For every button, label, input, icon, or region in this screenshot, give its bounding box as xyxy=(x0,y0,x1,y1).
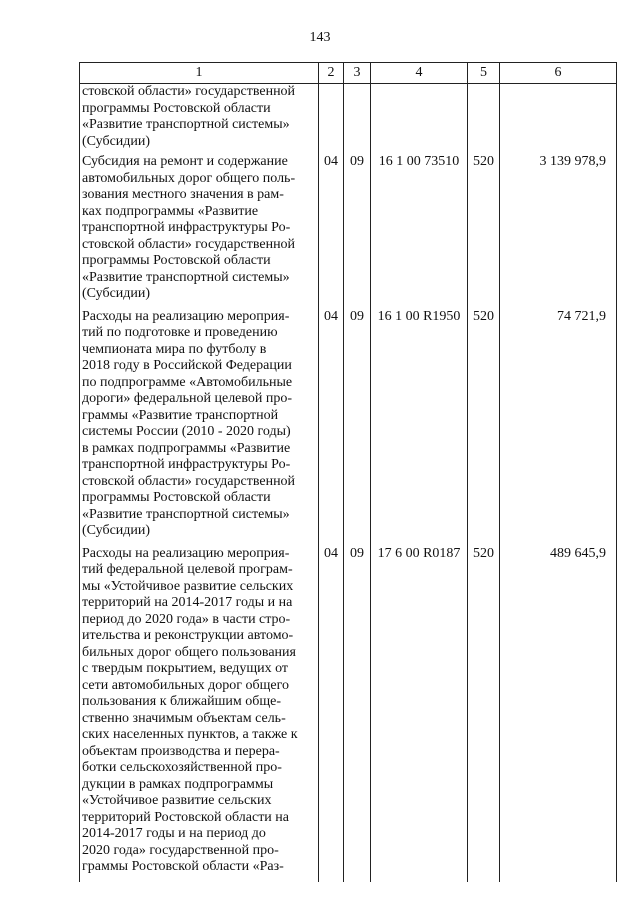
header-col-2: 2 xyxy=(319,63,344,84)
text-line: тий федеральной целевой програм- xyxy=(82,562,293,577)
header-col-1: 1 xyxy=(80,63,319,84)
row-section-code: 04 xyxy=(319,309,344,546)
text-line: пользования к ближайшим обще- xyxy=(82,694,282,709)
row-section-code: 04 xyxy=(319,154,344,309)
text-line: с твердым покрытием, ведущих от xyxy=(82,661,289,676)
text-line: по подпрограмме «Автомобильные xyxy=(82,374,293,390)
text-line: ских населенных пунктов, а также к xyxy=(82,727,298,742)
row-description xyxy=(80,309,319,546)
text-line: транспортной инфраструктуры Ро- xyxy=(82,457,291,472)
text-line: (Субсидии) xyxy=(82,523,151,538)
text-line: «Развитие транспортной системы» xyxy=(82,117,290,132)
continuation-col-2 xyxy=(319,84,344,155)
continuation-col-3 xyxy=(344,84,371,155)
text-line: тий по подготовке и проведению xyxy=(82,325,278,340)
text-line: Расходы на реализацию мероприя- xyxy=(82,545,290,561)
text-line: 2018 году в Российской Федерации xyxy=(82,358,292,373)
row-subsection-code: 09 xyxy=(344,546,371,882)
row-expense-type: 520 xyxy=(468,154,500,309)
row-expense-type: 520 xyxy=(468,546,500,882)
table-row xyxy=(80,154,617,309)
row-amount: 74 721,9 xyxy=(500,309,617,546)
header-col-5: 5 xyxy=(468,63,500,84)
text-line: зования местного значения в рам- xyxy=(82,187,284,202)
text-line: 2020 года» государственной про- xyxy=(82,842,279,858)
text-line: территорий на 2014-2017 годы и на xyxy=(82,595,293,610)
text-line: объектам производства и перера- xyxy=(82,743,280,759)
text-line: сети автомобильных дорог общего xyxy=(82,677,289,693)
text-line: мы «Устойчивое развитие сельских xyxy=(82,578,294,594)
continuation-row xyxy=(80,84,617,155)
row-section-code: 04 xyxy=(319,546,344,882)
continuation-col-6 xyxy=(500,84,617,155)
text-line: ственно значимым объектам сель- xyxy=(82,710,286,726)
text-line: «Развитие транспортной системы» xyxy=(82,506,290,522)
text-line: стовской области» государственной xyxy=(82,84,296,99)
row-description xyxy=(80,154,319,309)
text-line: транспортной инфраструктуры Ро- xyxy=(82,220,291,235)
text-line: программы Ростовской области xyxy=(82,490,271,505)
text-line: стовской области» государственной xyxy=(82,473,296,489)
text-line: в рамках подпрограммы «Развитие xyxy=(82,440,291,456)
text-line: программы Ростовской области xyxy=(82,253,271,268)
row-amount: 3 139 978,9 xyxy=(500,154,617,309)
budget-table xyxy=(79,62,617,882)
text-line: автомобильных дорог общего поль- xyxy=(82,170,296,186)
text-line: ботки сельскохозяйственной про- xyxy=(82,760,282,775)
continuation-description xyxy=(80,84,319,155)
text-line: (Субсидии) xyxy=(82,286,151,301)
continuation-col-4 xyxy=(371,84,468,155)
row-description xyxy=(80,546,319,882)
row-subsection-code: 09 xyxy=(344,154,371,309)
row-target-code: 16 1 00 73510 xyxy=(371,154,468,309)
text-line: граммы «Развитие транспортной xyxy=(82,407,279,423)
text-line: 2014-2017 годы и на период до xyxy=(82,826,266,841)
header-col-4: 4 xyxy=(371,63,468,84)
text-line: дороги» федеральной целевой про- xyxy=(82,391,293,406)
text-line: период до 2020 года» в части стро- xyxy=(82,611,291,627)
row-amount: 489 645,9 xyxy=(500,546,617,882)
table-row xyxy=(80,546,617,882)
text-line: Расходы на реализацию мероприя- xyxy=(82,308,290,324)
row-target-code: 16 1 00 R1950 xyxy=(371,309,468,546)
row-expense-type: 520 xyxy=(468,309,500,546)
text-line: граммы Ростовской области «Раз- xyxy=(82,859,284,874)
text-line: ках подпрограммы «Развитие xyxy=(82,203,259,219)
continuation-col-5 xyxy=(468,84,500,155)
row-target-code: 17 6 00 R0187 xyxy=(371,546,468,882)
header-col-3: 3 xyxy=(344,63,371,84)
row-subsection-code: 09 xyxy=(344,309,371,546)
text-line: территорий Ростовской области на xyxy=(82,809,290,825)
header-row xyxy=(80,63,617,84)
text-line: дукции в рамках подпрограммы xyxy=(82,776,274,792)
page-number: 143 xyxy=(309,30,331,45)
text-line: ительства и реконструкции автомо- xyxy=(82,628,294,643)
text-line: «Развитие транспортной системы» xyxy=(82,269,290,285)
text-line: чемпионата мира по футболу в xyxy=(82,341,267,357)
text-line: системы России (2010 - 2020 годы) xyxy=(82,424,291,439)
text-line: Субсидия на ремонт и содержание xyxy=(82,154,288,169)
text-line: бильных дорог общего пользования xyxy=(82,644,296,660)
header-col-6: 6 xyxy=(500,63,617,84)
text-line: стовской области» государственной xyxy=(82,236,296,252)
text-line: (Субсидии) xyxy=(82,133,151,149)
text-line: «Устойчивое развитие сельских xyxy=(82,793,272,808)
table-row xyxy=(80,309,617,546)
text-line: программы Ростовской области xyxy=(82,100,271,116)
